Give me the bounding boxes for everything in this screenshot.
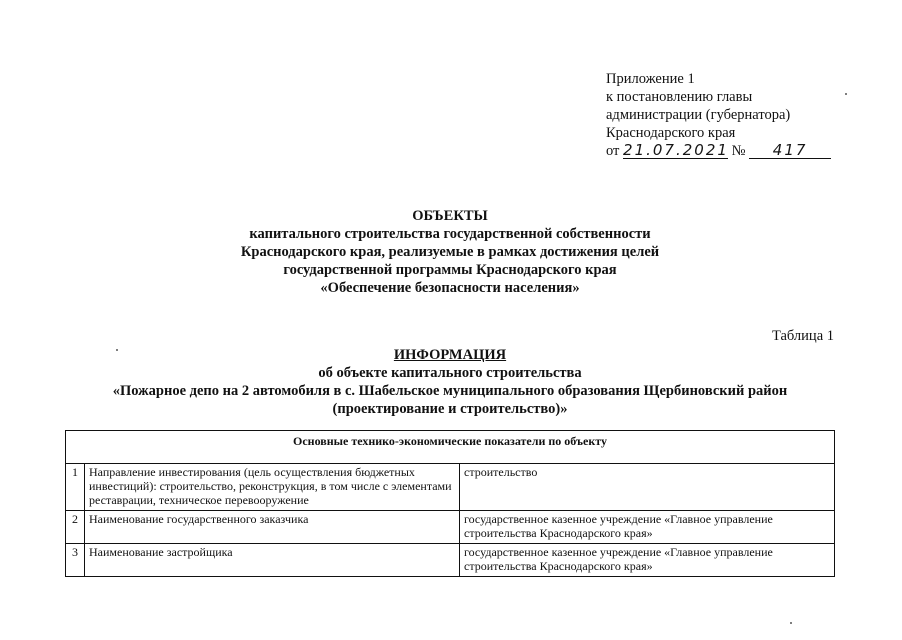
title-line-2: Краснодарского края, реализуемые в рамках достижения целей — [240, 244, 660, 260]
scan-speck — [845, 93, 847, 95]
info-line-2: «Пожарное депо на 2 автомобиля в с. Шабельское муниципального образования Щербиновский район — [112, 383, 788, 399]
row-value: строительство — [460, 464, 835, 511]
appendix-block — [606, 70, 846, 160]
row-label: Направление инвестирования (цель осуществления бюджетных инвестиций): строительство, реконструкция, в том числе с элементами реставрации, техническое перевооружение — [85, 464, 460, 511]
row-value: государственное казенное учреждение «Главное управление строительства Краснодарского края» — [460, 544, 835, 577]
row-number: 2 — [66, 511, 85, 544]
from-label: от — [606, 143, 620, 159]
appendix-line-3: администрации (губернатора) — [606, 107, 791, 123]
title-heading: ОБЪЕКТЫ — [412, 208, 488, 224]
info-line-3: (проектирование и строительство)» — [332, 401, 568, 417]
document-title — [90, 207, 810, 297]
indicators-table — [65, 430, 835, 577]
row-label: Наименование застройщика — [85, 544, 460, 577]
row-label: Наименование государственного заказчика — [85, 511, 460, 544]
decree-date: 21.07.2021 — [623, 141, 729, 159]
number-sign: № — [731, 143, 746, 159]
info-title — [40, 346, 860, 418]
table-label: Таблица 1 — [771, 328, 834, 344]
table-row — [66, 464, 835, 511]
appendix-line-4: Краснодарского края — [606, 125, 736, 141]
appendix-line-2: к постановлению главы — [606, 89, 753, 105]
title-line-4: «Обеспечение безопасности населения» — [320, 280, 580, 296]
table-header-row — [66, 431, 835, 464]
table-header: Основные технико-экономические показатели по объекту — [66, 431, 835, 464]
info-line-1: об объекте капитального строительства — [318, 365, 582, 381]
table-row — [66, 544, 835, 577]
row-value: государственное казенное учреждение «Главное управление строительства Краснодарского края» — [460, 511, 835, 544]
appendix-line-1: Приложение 1 — [606, 71, 695, 87]
row-number: 3 — [66, 544, 85, 577]
info-heading: ИНФОРМАЦИЯ — [393, 347, 507, 363]
row-number: 1 — [66, 464, 85, 511]
table-row — [66, 511, 835, 544]
scan-speck — [116, 349, 118, 351]
title-line-1: капитального строительства государственной собственности — [249, 226, 651, 242]
decree-number: 417 — [749, 142, 831, 159]
decree-date-row — [606, 142, 846, 160]
scan-speck — [790, 622, 792, 624]
title-line-3: государственной программы Краснодарского края — [283, 262, 617, 278]
